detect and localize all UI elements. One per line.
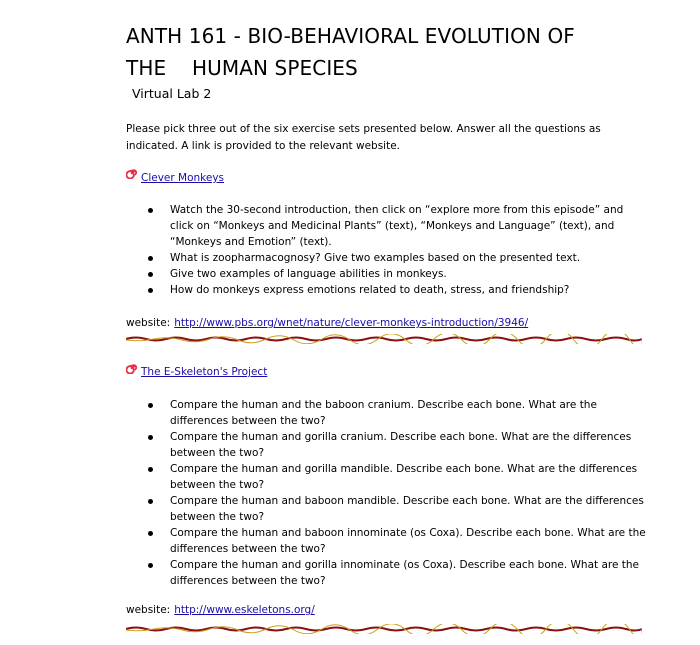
- list-item: Compare the human and gorilla innominate (os Coxa). Describe each bone. What are the differences between the two?: [148, 557, 648, 589]
- instructions-paragraph: Please pick three out of the six exercise sets presented below. Answer all the questions as indicated. A link is provided to the relevant website.: [126, 123, 601, 152]
- bullet-icon: [148, 435, 153, 440]
- bullet-list-e-skeletons: [148, 397, 648, 589]
- website-line-clever-monkeys: [126, 317, 528, 329]
- bullet-icon: [148, 499, 153, 504]
- bullet-icon: [148, 256, 153, 261]
- bullet-icon: [148, 467, 153, 472]
- list-item: Compare the human and the baboon cranium. Describe each bone. What are the differences between the two?: [148, 397, 648, 429]
- bullet-icon: [148, 288, 153, 293]
- decorative-divider: [126, 334, 642, 344]
- bullet-list-clever-monkeys: [148, 202, 648, 298]
- website-link-eskeletons[interactable]: http://www.eskeletons.org/: [174, 604, 315, 616]
- swirl-icon: [126, 166, 139, 179]
- section-link-clever-monkeys[interactable]: Clever Monkeys: [141, 172, 225, 184]
- bullet-icon: [148, 563, 153, 568]
- list-item: What is zoopharmacognosy? Give two examples based on the presented text.: [148, 250, 648, 266]
- list-item: Give two examples of language abilities in monkeys.: [148, 266, 648, 282]
- website-label: website:: [126, 604, 171, 616]
- list-item: Compare the human and baboon mandible. Describe each bone. What are the differences between the two?: [148, 493, 648, 525]
- bullet-icon: [148, 272, 153, 277]
- website-label: website:: [126, 317, 171, 329]
- page-subtitle: Virtual Lab 2: [132, 86, 212, 101]
- list-item: Compare the human and gorilla mandible. Describe each bone. What are the differences between the two?: [148, 461, 648, 493]
- bullet-icon: [148, 531, 153, 536]
- website-line-e-skeletons: [126, 604, 315, 616]
- section-link-e-skeletons[interactable]: The E-Skeleton's Project: [141, 366, 268, 378]
- list-item: Compare the human and gorilla cranium. Describe each bone. What are the differences between the two?: [148, 429, 648, 461]
- decorative-divider: [126, 624, 642, 634]
- website-link-pbs[interactable]: http://www.pbs.org/wnet/nature/clever-monkeys-introduction/3946/: [174, 317, 529, 329]
- list-item: Compare the human and baboon innominate (os Coxa). Describe each bone. What are the differences between the two?: [148, 525, 648, 557]
- bullet-icon: [148, 403, 153, 408]
- list-item: How do monkeys express emotions related to death, stress, and friendship?: [148, 282, 648, 298]
- page-title: ANTH 161 - BIO-BEHAVIORAL EVOLUTION OF THE HUMAN SPECIES: [126, 24, 575, 80]
- bullet-icon: [148, 208, 153, 213]
- list-item: Watch the 30-second introduction, then click on “explore more from this episode” and click on “Monkeys and Medicinal Plants” (text), “Monkeys and Language” (text), and “Monkeys and Emotion” (text).: [148, 202, 648, 250]
- swirl-icon: [126, 361, 139, 374]
